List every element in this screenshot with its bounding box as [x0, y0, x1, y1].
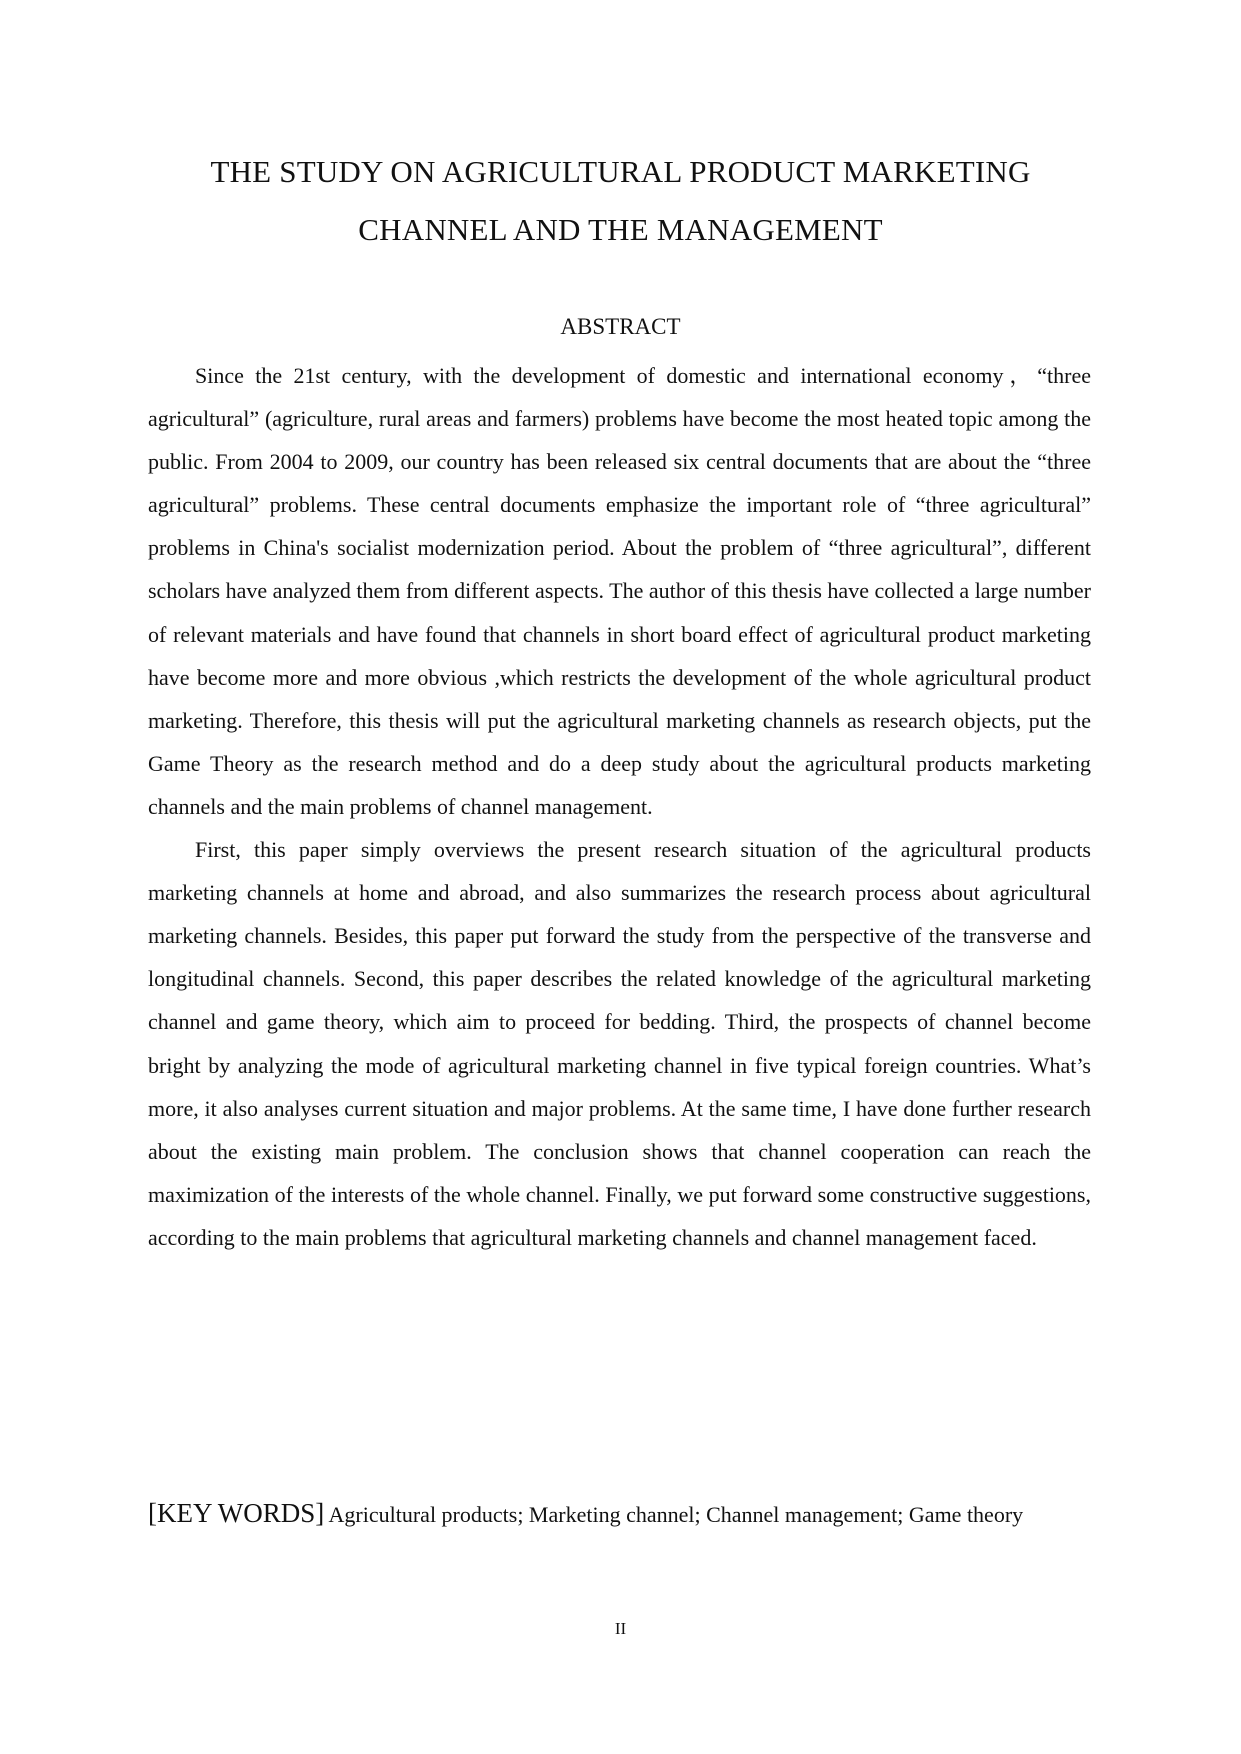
abstract-paragraph-2: First, this paper simply overviews the present research situation of the agricultural products marketing channels at home and abroad, and also summarizes the research process about agricultural marketing channels. Besides, this paper put forward the study from the perspective of the transverse and longitudinal channels. Second, this paper describes the related knowledge of the agricultural marketing channel and game theory, which aim to proceed for bedding. Third, the prospects of channel become bright by analyzing the mode of agricultural marketing channel in five typical foreign countries. What’s more, it also analyses current situation and major problems. At the same time, I have done further research about the existing main problem. The conclusion shows that channel cooperation can reach the maximization of the interests of the whole channel. Finally, we put forward some constructive suggestions, according to the main problems that agricultural marketing channels and channel management faced. [148, 837, 1091, 1250]
abstract-paragraph-1: Since the 21st century, with the development of domestic and international economy，“three agricultural” (agriculture, rural areas and farmers) problems have become the most heated topic among the public. From 2004 to 2009, our country has been released six central documents that are about the “three agricultural” problems. These central documents emphasize the important role of “three agricultural” problems in China's socialist modernization period. About the problem of “three agricultural”, different scholars have analyzed them from different aspects. The author of this thesis have collected a large number of relevant materials and have found that channels in short board effect of agricultural product marketing have become more and more obvious ,which restricts the development of the whole agricultural product marketing. Therefore, this thesis will put the agricultural marketing channels as research objects, put the Game Theory as the research method and do a deep study about the agricultural products marketing channels and the main problems of channel management. [148, 363, 1091, 819]
page-number: II [614, 1619, 627, 1638]
abstract-heading: ABSTRACT [560, 314, 681, 339]
title-line-1: THE STUDY ON AGRICULTURAL PRODUCT MARKETING [210, 154, 1031, 189]
keywords [148, 1490, 1091, 1538]
title-line-2: CHANNEL AND THE MANAGEMENT [358, 212, 883, 247]
abstract-body [148, 354, 1091, 1259]
keywords-text: Agricultural products; Marketing channel; Channel management; Game theory [324, 1502, 1024, 1527]
keywords-label: [KEY WORDS] [148, 1498, 325, 1528]
document-title [150, 143, 1091, 259]
